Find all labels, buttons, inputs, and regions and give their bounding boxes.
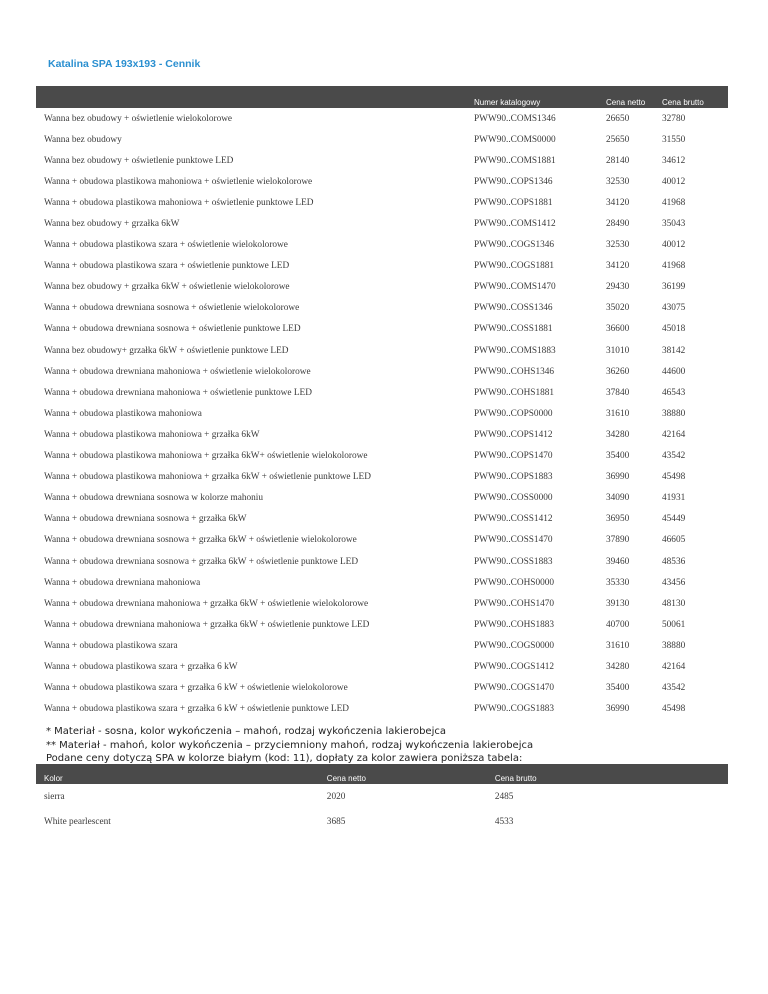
row-gross-price: 38880 [662,640,686,651]
row-color: White pearlescent [44,816,111,827]
row-gross-price: 44600 [662,366,686,377]
row-catalog-number: PWW90..COMS1470 [474,282,556,293]
row-net-price: 3685 [326,816,346,827]
row-description: Wanna + obudowa plastikowa szara + grzałka 6 kW + oświetlenie wielokolorowe [44,683,348,694]
row-catalog-number: PWW90..COPS1412 [474,429,553,440]
row-catalog-number: PWW90..COGS1470 [474,683,555,694]
row-net-price: 35330 [606,577,630,588]
row-gross-price: 35043 [662,219,686,230]
table-row [36,403,728,424]
row-gross-price: 45018 [662,324,686,335]
row-net-price: 39130 [606,598,630,609]
row-gross-price: 40012 [662,176,686,187]
price-table-header [36,86,728,108]
table-row [36,108,728,129]
row-description: Wanna + obudowa plastikowa szara + oświetlenie wielokolorowe [44,240,288,251]
row-description: Wanna + obudowa drewniana mahoniowa [44,577,201,588]
row-color: sierra [44,791,65,802]
row-gross-price: 40012 [662,240,686,251]
row-catalog-number: PWW90..COHS1881 [474,387,555,398]
note-line: ** Materiał - mahoń, kolor wykończenia – przyciemniony mahoń, rodzaj wykończenia lakierobejca [46,739,534,751]
table-row [36,319,728,340]
row-gross-price: 42164 [662,429,686,440]
row-net-price: 36600 [606,324,630,335]
row-catalog-number: PWW90..COGS1412 [474,661,555,672]
row-net-price: 39460 [606,556,630,567]
row-net-price: 34090 [606,493,630,504]
row-gross-price: 43542 [662,683,686,694]
row-description: Wanna + obudowa plastikowa mahoniowa + grzałka 6kW [44,429,260,440]
row-net-price: 31610 [606,408,630,419]
row-catalog-number: PWW90..COSS1412 [474,514,553,525]
row-catalog-number: PWW90..COPS1470 [474,451,553,462]
table-row [36,277,728,298]
table-row [36,572,728,593]
row-net-price: 40700 [606,619,630,630]
table-row [36,656,728,677]
table-row [36,635,728,656]
row-description: Wanna + obudowa plastikowa mahoniowa + grzałka 6kW+ oświetlenie wielokolorowe [44,451,368,462]
row-catalog-number: PWW90..COPS1881 [474,197,553,208]
table-row [36,551,728,572]
row-catalog-number: PWW90..COPS1883 [474,472,553,483]
row-net-price: 31010 [606,345,630,356]
table-row [36,488,728,509]
row-catalog-number: PWW90..COHS1470 [474,598,555,609]
row-catalog-number: PWW90..COMS0000 [474,134,556,145]
row-catalog-number: PWW90..COGS1346 [474,240,555,251]
row-net-price: 37840 [606,387,630,398]
row-gross-price: 45498 [662,472,686,483]
header-gross-price: Cena brutto [662,86,728,108]
price-table-body [36,108,728,720]
row-gross-price: 43075 [662,303,686,314]
color-table-header [36,764,728,784]
header-net-price: Cena netto [327,764,495,784]
row-gross-price: 41968 [662,261,686,272]
table-row [36,530,728,551]
table-row [36,298,728,319]
row-net-price: 37890 [606,535,630,546]
note-line: Podane ceny dotyczą SPA w kolorze białym (kod: 11), dopłaty za kolor zawiera poniższa tabela: [46,753,523,764]
row-gross-price: 38880 [662,408,686,419]
row-net-price: 36990 [606,704,630,715]
row-description: Wanna bez obudowy+ grzałka 6kW + oświetlenie punktowe LED [44,345,289,356]
row-gross-price: 46605 [662,535,686,546]
table-row [36,509,728,530]
row-catalog-number: PWW90..COPS0000 [474,408,553,419]
table-row [36,129,728,150]
table-row [36,340,728,361]
header-color: Kolor [36,764,327,784]
table-row [36,382,728,403]
row-gross-price: 50061 [662,619,686,630]
row-description: Wanna + obudowa drewniana sosnowa + grzałka 6kW [44,514,247,525]
row-catalog-number: PWW90..COSS1881 [474,324,553,335]
row-description: Wanna + obudowa drewniana sosnowa + grzałka 6kW + oświetlenie punktowe LED [44,556,359,567]
row-description: Wanna + obudowa drewniana sosnowa + oświetlenie punktowe LED [44,324,301,335]
row-description: Wanna + obudowa plastikowa mahoniowa + grzałka 6kW + oświetlenie punktowe LED [44,472,371,483]
row-description: Wanna + obudowa drewniana sosnowa + oświetlenie wielokolorowe [44,303,300,314]
row-description: Wanna + obudowa drewniana mahoniowa + oświetlenie wielokolorowe [44,366,311,377]
row-net-price: 35400 [606,683,630,694]
note-line: * Materiał - sosna, kolor wykończenia – mahoń, rodzaj wykończenia lakierobejca [46,726,446,737]
row-catalog-number: PWW90..COGS0000 [474,640,555,651]
table-row [36,235,728,256]
row-description: Wanna bez obudowy + oświetlenie punktowe LED [44,155,234,166]
header-description [36,86,474,108]
row-description: Wanna + obudowa drewniana sosnowa w kolorze mahoniu [44,493,264,504]
row-net-price: 28140 [606,155,630,166]
row-gross-price: 41931 [662,493,686,504]
row-net-price: 36950 [606,514,630,525]
row-catalog-number: PWW90..COMS1883 [474,345,556,356]
row-net-price: 28490 [606,219,630,230]
row-net-price: 2020 [326,791,346,802]
table-row [36,593,728,614]
row-net-price: 34280 [606,429,630,440]
row-gross-price: 32780 [662,113,686,124]
row-description: Wanna bez obudowy + grzałka 6kW + oświetlenie wielokolorowe [44,282,290,293]
row-description: Wanna + obudowa plastikowa szara + grzałka 6 kW + oświetlenie punktowe LED [44,704,349,715]
row-description: Wanna + obudowa plastikowa szara [44,640,178,651]
row-net-price: 35400 [606,451,630,462]
row-description: Wanna bez obudowy + grzałka 6kW [44,219,180,230]
row-gross-price: 45498 [662,704,686,715]
row-catalog-number: PWW90..COSS0000 [474,493,553,504]
row-description: Wanna + obudowa plastikowa szara + grzałka 6 kW [44,661,238,672]
row-net-price: 26650 [606,113,630,124]
row-gross-price: 42164 [662,661,686,672]
row-net-price: 32530 [606,176,630,187]
row-net-price: 25650 [606,134,630,145]
header-catalog-number: Numer katalogowy [474,86,606,108]
row-gross-price: 45449 [662,514,686,525]
row-catalog-number: PWW90..COSS1470 [474,535,553,546]
row-net-price: 36990 [606,472,630,483]
row-catalog-number: PWW90..COHS0000 [474,577,555,588]
row-gross-price: 2485 [494,791,514,802]
row-description: Wanna bez obudowy + oświetlenie wielokolorowe [44,113,233,124]
row-catalog-number: PWW90..COSS1346 [474,303,553,314]
table-row [36,614,728,635]
row-net-price: 32530 [606,240,630,251]
price-table [36,86,728,720]
table-row [36,213,728,234]
row-description: Wanna + obudowa drewniana mahoniowa + oświetlenie punktowe LED [44,387,312,398]
row-catalog-number: PWW90..COGS1883 [474,704,555,715]
header-gross-price: Cena brutto [495,764,728,784]
row-gross-price: 41968 [662,197,686,208]
row-catalog-number: PWW90..COHS1883 [474,619,555,630]
table-row [36,467,728,488]
color-table-body [36,784,728,834]
row-description: Wanna + obudowa plastikowa mahoniowa + oświetlenie wielokolorowe [44,176,313,187]
row-gross-price: 4533 [494,816,514,827]
row-description: Wanna + obudowa drewniana mahoniowa + grzałka 6kW + oświetlenie punktowe LED [44,619,370,630]
row-gross-price: 48130 [662,598,686,609]
row-gross-price: 43456 [662,577,686,588]
row-net-price: 34120 [606,197,630,208]
row-gross-price: 31550 [662,134,686,145]
row-catalog-number: PWW90..COPS1346 [474,176,553,187]
row-gross-price: 34612 [662,155,686,166]
table-row [36,361,728,382]
table-row [36,809,728,834]
row-net-price: 29430 [606,282,630,293]
table-row [36,699,728,720]
row-net-price: 34120 [606,261,630,272]
row-gross-price: 36199 [662,282,686,293]
row-net-price: 35020 [606,303,630,314]
table-row [36,678,728,699]
table-row [36,171,728,192]
color-surcharge-table [36,764,728,834]
row-catalog-number: PWW90..COHS1346 [474,366,555,377]
row-catalog-number: PWW90..COGS1881 [474,261,555,272]
row-catalog-number: PWW90..COMS1346 [474,113,556,124]
row-description: Wanna + obudowa drewniana sosnowa + grzałka 6kW + oświetlenie wielokolorowe [44,535,357,546]
row-catalog-number: PWW90..COMS1881 [474,155,556,166]
row-description: Wanna + obudowa plastikowa szara + oświetlenie punktowe LED [44,261,290,272]
table-row [36,256,728,277]
table-row [36,424,728,445]
row-description: Wanna bez obudowy [44,134,122,145]
row-gross-price: 48536 [662,556,686,567]
table-row [36,192,728,213]
row-description: Wanna + obudowa drewniana mahoniowa + grzałka 6kW + oświetlenie wielokolorowe [44,598,369,609]
row-description: Wanna + obudowa plastikowa mahoniowa + oświetlenie punktowe LED [44,197,314,208]
row-catalog-number: PWW90..COSS1883 [474,556,553,567]
table-row [36,446,728,467]
table-row [36,150,728,171]
row-net-price: 36260 [606,366,630,377]
row-gross-price: 38142 [662,345,686,356]
row-gross-price: 43542 [662,451,686,462]
header-net-price: Cena netto [606,86,662,108]
row-net-price: 31610 [606,640,630,651]
row-description: Wanna + obudowa plastikowa mahoniowa [44,408,202,419]
table-row [36,784,728,809]
row-net-price: 34280 [606,661,630,672]
row-gross-price: 46543 [662,387,686,398]
page-title: Katalina SPA 193x193 - Cennik [48,58,201,70]
notes [46,725,533,766]
row-catalog-number: PWW90..COMS1412 [474,219,556,230]
